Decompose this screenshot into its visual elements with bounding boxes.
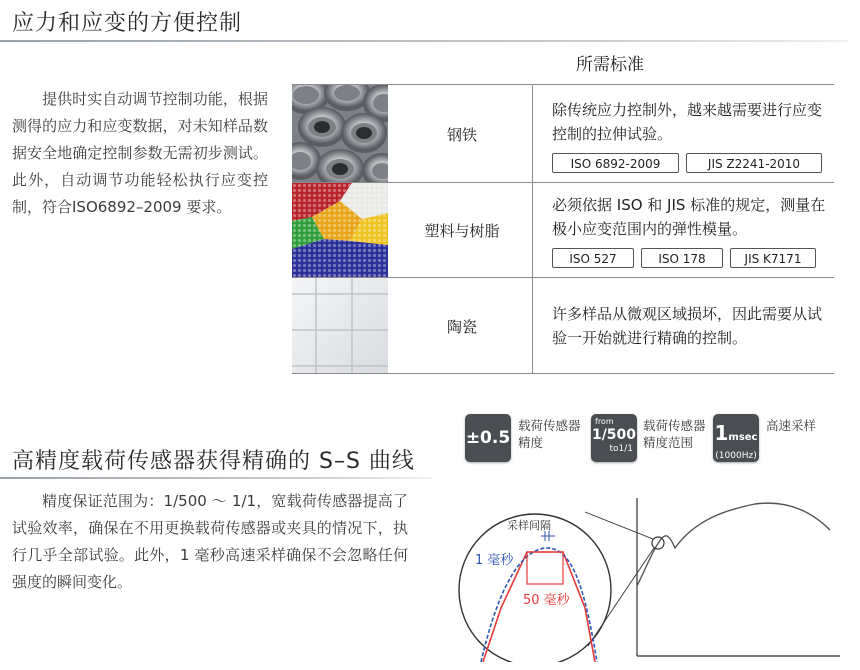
standard-badge: ISO 178 [641, 248, 723, 268]
badge-sampling: 1msec (1000Hz) [713, 414, 759, 462]
badge-label: 高速采样 [766, 418, 817, 433]
standard-badge: ISO 6892-2009 [552, 153, 679, 173]
ceramic-tiles-image [292, 278, 388, 373]
section-rule [0, 40, 848, 42]
section-rule [0, 477, 432, 479]
badge-value: 1/500 [591, 427, 637, 443]
label-sampling-interval: 采样间隔 [507, 519, 551, 532]
section-title-stress-strain: 应力和应变的方便控制 [12, 11, 243, 36]
badge-value: 1msec [714, 421, 758, 445]
material-ceramics: 陶瓷 [446, 318, 477, 336]
description-ceramics: 许多样品从微观区域损坏，因此需要从试验一开始就进行精确的控制。 [552, 305, 823, 347]
standards-steel [552, 153, 822, 173]
plastic-pellets-image [292, 183, 388, 277]
badge-accuracy [465, 414, 511, 462]
table-border-bottom [292, 373, 834, 374]
badge-label: 载荷传感器 精度 [518, 418, 581, 450]
badge-accuracy-range: from 1/500 to1/1 [591, 414, 637, 462]
standard-badge: ISO 527 [552, 248, 634, 268]
ss-curve-diagram [445, 490, 850, 662]
badge-label: 载荷传感器 精度范围 [643, 418, 706, 450]
description-plastic-resin: 必须依据 ISO 和 JIS 标准的规定，测量在极小应变范围内的弹性模量。 [552, 196, 826, 238]
material-steel: 钢铁 [446, 126, 477, 144]
steel-rings-image [292, 85, 388, 182]
intro-paragraph: 提供时实自动调节控制功能，根据测得的应力和应变数据，对未知样品数据安全地确定控制参数无需初步测试。此外，自动调节功能轻松执行应变控制，符合ISO6892–2009 要求。 [12, 90, 268, 216]
table-header-required-standards: 所需标准 [576, 55, 644, 75]
standard-badge: JIS K7171 [730, 248, 816, 268]
badge-value: ±0.5 [465, 428, 511, 448]
standard-badge: JIS Z2241-2010 [686, 153, 822, 173]
section-title-load-cell: 高精度载荷传感器获得精确的 S–S 曲线 [12, 449, 415, 474]
material-plastic-resin: 塑料与树脂 [424, 222, 500, 240]
description-steel: 除传统应力控制外，越来越需要进行应变控制的拉伸试验。 [552, 101, 823, 143]
load-cell-paragraph: 精度保证范围为：1/500 ～ 1/1，宽载荷传感器提高了试验效率，确保在不用更换载荷传感器或夹具的情况下，执行几乎全部试验。此外，1 毫秒高速采样确保不会忽略任何强度的瞬间变化。 [12, 492, 408, 591]
standards-plastic-resin [552, 248, 816, 268]
table-column-divider [532, 84, 533, 373]
label-1ms: 1 毫秒 [475, 553, 514, 568]
label-50ms: 50 毫秒 [523, 593, 570, 608]
